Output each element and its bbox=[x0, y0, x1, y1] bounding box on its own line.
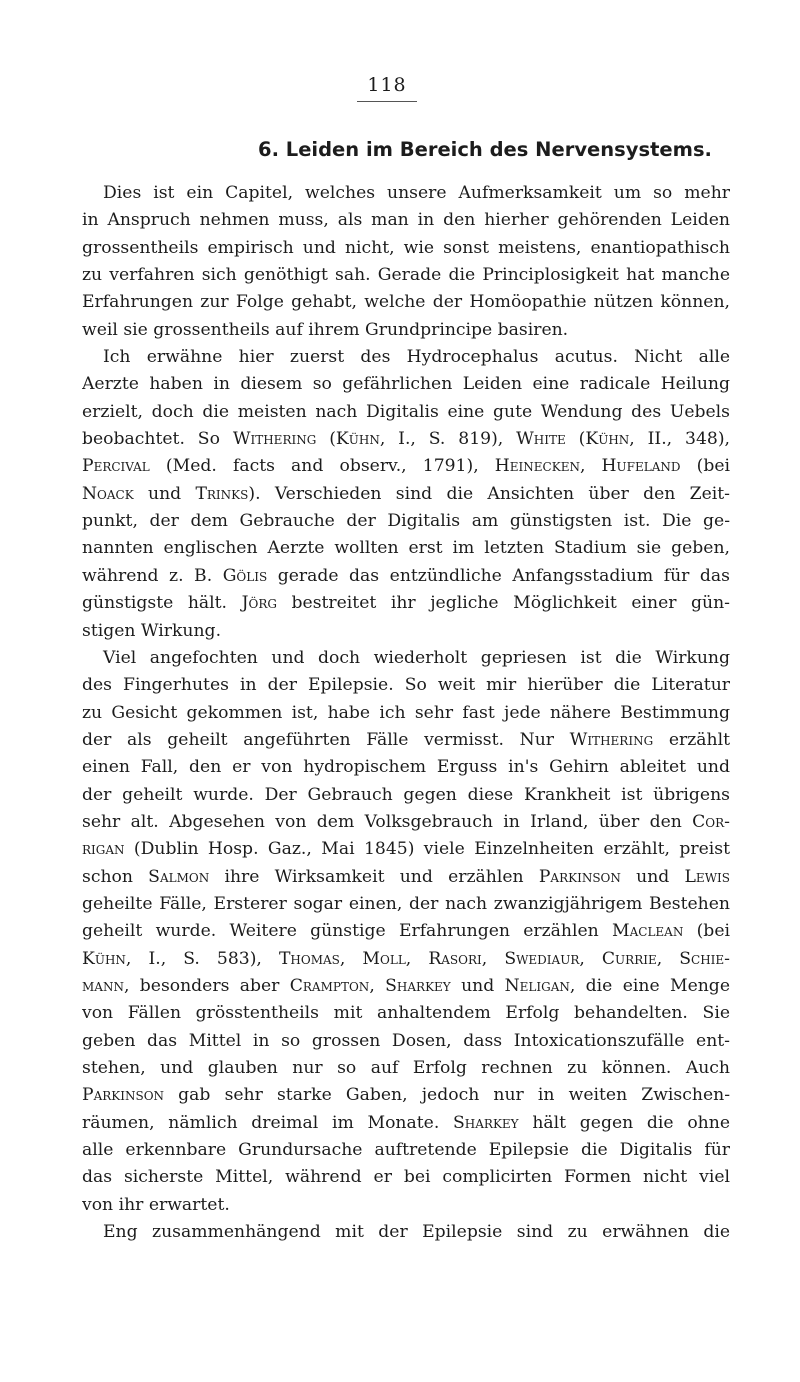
text-line bbox=[82, 645, 730, 672]
author-name: Gölis bbox=[222, 565, 268, 586]
author-name: Withering bbox=[569, 729, 654, 750]
author-name: Kühn bbox=[585, 429, 630, 450]
text-line bbox=[82, 1110, 730, 1137]
author-name: Sharkey bbox=[385, 975, 451, 996]
text-line bbox=[82, 754, 730, 781]
author-name: Lewis bbox=[684, 866, 730, 887]
text-segment: , besonders aber bbox=[123, 975, 290, 996]
text-line bbox=[82, 207, 730, 234]
text-segment: ihre Wirksamkeit und erzählen bbox=[209, 866, 539, 887]
page-number: 118 bbox=[367, 74, 407, 96]
text-line bbox=[82, 672, 730, 699]
text-segment: erzielt, doch die meisten nach Digitalis eine gute Wendung des Uebels bbox=[82, 401, 730, 422]
text-segment: günstigste hält. bbox=[82, 593, 242, 614]
text-line bbox=[82, 344, 730, 371]
author-name: Kühn bbox=[335, 429, 380, 450]
text-segment: der als geheilt angeführten Fälle vermisst. Nur bbox=[82, 729, 570, 750]
text-line bbox=[82, 891, 730, 918]
section-heading: 6. Leiden im Bereich des Nervensystems. bbox=[258, 138, 712, 161]
text-segment: geben das Mittel in so grossen Dosen, dass Intoxicationszufälle ent- bbox=[82, 1030, 730, 1051]
text-segment: geheilte Fälle, Ersterer sogar einen, der nach zwanzigjährigem Bestehen bbox=[82, 893, 730, 914]
text-segment: räumen, nämlich dreimal im Monate. bbox=[82, 1112, 454, 1133]
text-line bbox=[82, 1028, 730, 1055]
text-line bbox=[82, 590, 730, 617]
text-line bbox=[82, 317, 730, 344]
text-line bbox=[82, 782, 730, 809]
text-segment: zu Gesicht gekommen ist, habe ich sehr fast jede nähere Bestimmung bbox=[82, 702, 730, 723]
text-segment: (Dublin Hosp. Gaz., Mai 1845) viele Einzelnheiten erzählt, preist bbox=[124, 839, 730, 860]
text-segment: ( bbox=[316, 429, 336, 450]
text-line bbox=[82, 426, 730, 453]
text-segment: grossentheils empirisch und nicht, wie sonst meistens, enantiopathisch bbox=[82, 237, 730, 258]
text-segment: stehen, und glauben nur so auf Erfolg rechnen zu können. Auch bbox=[82, 1058, 730, 1078]
text-segment: ( bbox=[565, 429, 586, 450]
text-line bbox=[82, 235, 730, 262]
text-segment: Viel angefochten und doch wiederholt gepriesen ist die Wirkung bbox=[103, 647, 730, 668]
text-segment: des Fingerhutes in der Epilepsie. So weit mir hierüber die Literatur bbox=[82, 675, 730, 696]
text-line bbox=[82, 864, 730, 891]
text-segment: und bbox=[450, 975, 505, 996]
author-name: Salmon bbox=[148, 866, 210, 887]
author-name: Swediaur bbox=[504, 948, 580, 969]
text-line bbox=[82, 700, 730, 727]
author-name: Thomas bbox=[278, 948, 340, 969]
author-name: Schie- bbox=[679, 948, 730, 969]
text-line bbox=[82, 836, 730, 863]
text-segment: von Fällen grösstentheils mit anhaltendem Erfolg behandelten. Sie bbox=[82, 1003, 730, 1024]
text-segment: und bbox=[133, 483, 196, 504]
text-line bbox=[82, 399, 730, 426]
text-segment: Ich erwähne hier zuerst des Hydrocephalus acutus. Nicht alle bbox=[103, 347, 730, 368]
text-line bbox=[82, 1164, 730, 1191]
text-segment: einen Fall, den er von hydropischem Erguss in's Gehirn ableitet und bbox=[82, 757, 730, 778]
text-segment: weil sie grossentheils auf ihrem Grundprincipe basiren. bbox=[82, 319, 569, 340]
text-line bbox=[82, 535, 730, 562]
text-segment: Aerzte haben in diesem so gefährlichen Leiden eine radicale Heilung bbox=[82, 374, 730, 395]
text-segment: geheilt wurde. Weitere günstige Erfahrungen erzählen bbox=[82, 921, 612, 942]
text-line bbox=[82, 727, 730, 754]
text-line bbox=[82, 180, 730, 207]
text-segment: Erfahrungen zur Folge gehabt, welche der Homöopathie nützen können, bbox=[82, 292, 730, 313]
text-line bbox=[82, 371, 730, 398]
text-segment: bestreitet ihr jegliche Möglichkeit einer gün- bbox=[276, 593, 730, 614]
author-name: Withering bbox=[232, 429, 317, 450]
text-segment: alle erkennbare Grundursache auftretende Epilepsie die Digitalis für bbox=[82, 1140, 730, 1161]
author-name: Moll bbox=[362, 948, 406, 969]
author-name: rigan bbox=[82, 839, 125, 860]
text-segment: sehr alt. Abgesehen von dem Volksgebrauch in Irland, über den bbox=[82, 811, 693, 832]
text-segment: während z. B. bbox=[82, 565, 223, 586]
text-segment: , bbox=[579, 948, 602, 969]
author-name: Jörg bbox=[241, 593, 277, 614]
text-line bbox=[82, 1082, 730, 1109]
author-name: Cor- bbox=[692, 811, 730, 832]
author-name: Trinks bbox=[195, 483, 249, 504]
text-segment: das sicherste Mittel, während er bei complicirten Formen nicht viel bbox=[82, 1167, 730, 1188]
text-segment: ). Verschieden sind die Ansichten über den Zeit- bbox=[248, 483, 730, 504]
author-name: Sharkey bbox=[453, 1112, 519, 1133]
text-segment: hält gegen die ohne bbox=[518, 1112, 730, 1133]
text-segment: stigen Wirkung. bbox=[82, 620, 222, 641]
text-segment: , bbox=[656, 948, 680, 969]
text-line bbox=[82, 1219, 730, 1246]
text-line bbox=[82, 1000, 730, 1027]
body-text bbox=[82, 180, 730, 1246]
author-name: Crampton bbox=[289, 975, 370, 996]
text-segment: , bbox=[405, 948, 429, 969]
author-name: Maclean bbox=[612, 921, 684, 942]
text-line bbox=[82, 1192, 730, 1219]
text-line bbox=[82, 289, 730, 316]
author-name: Hufeland bbox=[601, 456, 681, 477]
text-segment: punkt, der dem Gebrauche der Digitalis am günstigsten ist. Die ge- bbox=[82, 511, 730, 532]
author-name: mann bbox=[82, 975, 124, 996]
text-segment: , bbox=[369, 975, 386, 996]
text-segment: Dies ist ein Capitel, welches unsere Aufmerksamkeit um so mehr bbox=[103, 183, 730, 203]
author-name: Heinecken bbox=[494, 456, 580, 477]
text-segment: , I., S. 583), bbox=[125, 948, 279, 969]
text-line bbox=[82, 918, 730, 945]
author-name: Noack bbox=[82, 483, 134, 504]
author-name: Rasori bbox=[428, 948, 482, 969]
author-name: Currie bbox=[601, 948, 657, 969]
text-line bbox=[82, 809, 730, 836]
text-line bbox=[82, 563, 730, 590]
author-name: Kühn bbox=[82, 948, 126, 969]
text-segment: der geheilt wurde. Der Gebrauch gegen diese Krankheit ist übrigens bbox=[82, 784, 730, 805]
text-segment: , II., 348), bbox=[629, 429, 730, 450]
author-name: White bbox=[516, 429, 566, 450]
text-line bbox=[82, 973, 730, 1000]
text-segment: , I., S. 819), bbox=[379, 429, 517, 450]
text-line bbox=[82, 508, 730, 535]
text-line bbox=[82, 1137, 730, 1164]
text-line bbox=[82, 453, 730, 480]
author-name: Parkinson bbox=[538, 866, 621, 887]
text-segment: (bei bbox=[683, 921, 730, 942]
text-line bbox=[82, 946, 730, 973]
text-segment: , bbox=[579, 456, 602, 477]
text-segment: beobachtet. So bbox=[82, 429, 233, 450]
text-segment: , bbox=[481, 948, 505, 969]
text-segment: schon bbox=[82, 866, 149, 887]
text-segment: , bbox=[339, 948, 363, 969]
text-segment: zu verfahren sich genöthigt sah. Gerade die Principlosigkeit hat manche bbox=[82, 265, 730, 286]
text-line bbox=[82, 262, 730, 289]
author-name: Percival bbox=[82, 456, 150, 477]
page-number-rule bbox=[357, 101, 417, 102]
text-segment: in Anspruch nehmen muss, als man in den hierher gehörenden Leiden bbox=[82, 210, 730, 231]
text-segment: gerade das entzündliche Anfangsstadium für das bbox=[267, 565, 730, 586]
text-line bbox=[82, 481, 730, 508]
text-segment: gab sehr starke Gaben, jedoch nur in weiten Zwischen- bbox=[164, 1085, 730, 1106]
text-segment: erzählt bbox=[653, 729, 730, 750]
text-line bbox=[82, 1055, 730, 1082]
text-segment: nannten englischen Aerzte wollten erst im letzten Stadium sie geben, bbox=[82, 538, 730, 559]
text-segment: (bei bbox=[680, 456, 730, 477]
text-segment: Eng zusammenhängend mit der Epilepsie sind zu erwähnen die bbox=[103, 1222, 730, 1243]
text-segment: (Med. facts and observ., 1791), bbox=[149, 456, 495, 477]
text-segment: und bbox=[620, 866, 685, 887]
author-name: Neligan bbox=[504, 975, 570, 996]
text-segment: , die eine Menge bbox=[569, 975, 730, 996]
author-name: Parkinson bbox=[82, 1085, 165, 1106]
text-segment: von ihr erwartet. bbox=[82, 1194, 230, 1215]
text-line bbox=[82, 618, 730, 645]
